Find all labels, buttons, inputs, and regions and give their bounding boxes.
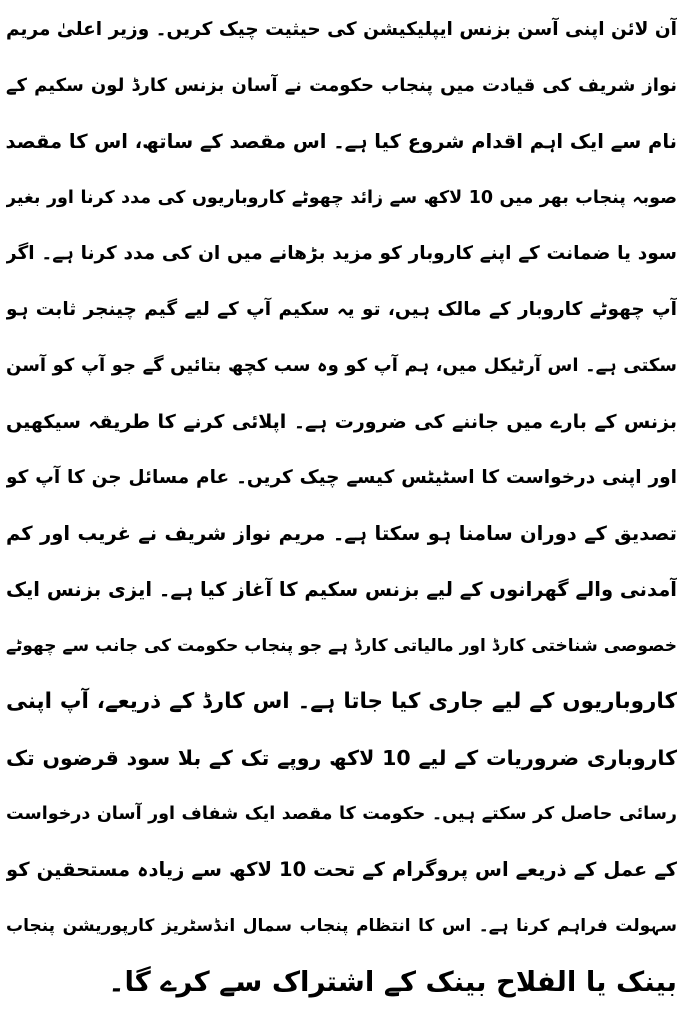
article-paragraph <box>6 2 677 1010</box>
text-line: صوبہ پنجاب بھر میں 10 لاکھ سے زائد چھوٹے کاروباریوں کی مدد کرنا اور بغیر <box>6 188 677 208</box>
text-line: کاروباری ضروریات کے لیے 10 لاکھ روپے تک کے بلا سود قرضوں تک <box>6 746 677 770</box>
text-line: نام سے ایک اہم اقدام شروع کیا ہے۔ اس مقصد کے ساتھ، اس کا مقصد <box>6 130 677 153</box>
text-line: آمدنی والے گھرانوں کے لیے بزنس سکیم کا آغاز کیا ہے۔ ایزی بزنس ایک <box>6 578 677 601</box>
text-line: کاروباریوں کے لیے جاری کیا جاتا ہے۔ اس کارڈ کے ذریعے، آپ اپنی <box>6 689 677 714</box>
text-line: سود یا ضمانت کے اپنے کاروبار کو مزید بڑھانے میں ان کی مدد کرنا ہے۔ اگر <box>6 243 677 264</box>
text-line: سہولت فراہم کرنا ہے۔ اس کا انتظام پنجاب سمال انڈسٹریز کارپوریشن پنجاب <box>6 916 677 936</box>
text-line: رسائی حاصل کر سکتے ہیں۔ حکومت کا مقصد ایک شفاف اور آسان درخواست <box>6 804 677 824</box>
text-line: سکتی ہے۔ اس آرٹیکل میں، ہم آپ کو وہ سب کچھ بتائیں گے جو آپ کو آسن <box>6 355 677 376</box>
text-line: آن لائن اپنی آسن بزنس ایپلیکیشن کی حیثیت چیک کریں۔ وزیر اعلیٰ مریم <box>6 19 677 40</box>
text-line: تصدیق کے دوران سامنا ہو سکتا ہے۔ مریم نواز شریف نے غریب اور کم <box>6 522 677 545</box>
text-line: کے عمل کے ذریعے اس پروگرام کے تحت 10 لاکھ سے زیادہ مستحقین کو <box>6 858 677 881</box>
text-line-last: بینک یا الفلاح بینک کے اشتراک سے کرے گا۔ <box>108 966 677 998</box>
text-line: اور اپنی درخواست کا اسٹیٹس کیسے چیک کریں۔ عام مسائل جن کا آپ کو <box>6 467 677 488</box>
text-line: بزنس کے بارے میں جاننے کی ضرورت ہے۔ اپلائی کرنے کا طریقہ سیکھیں <box>6 411 677 433</box>
text-line: خصوصی شناختی کارڈ اور مالیاتی کارڈ ہے جو پنجاب حکومت کی جانب سے چھوٹے <box>6 636 677 656</box>
text-line: نواز شریف کی قیادت میں پنجاب حکومت نے آسان بزنس کارڈ لون سکیم کے <box>6 75 677 96</box>
text-line: آپ چھوٹے کاروبار کے مالک ہیں، تو یہ سکیم آپ کے لیے گیم چینجر ثابت ہو <box>6 299 677 320</box>
